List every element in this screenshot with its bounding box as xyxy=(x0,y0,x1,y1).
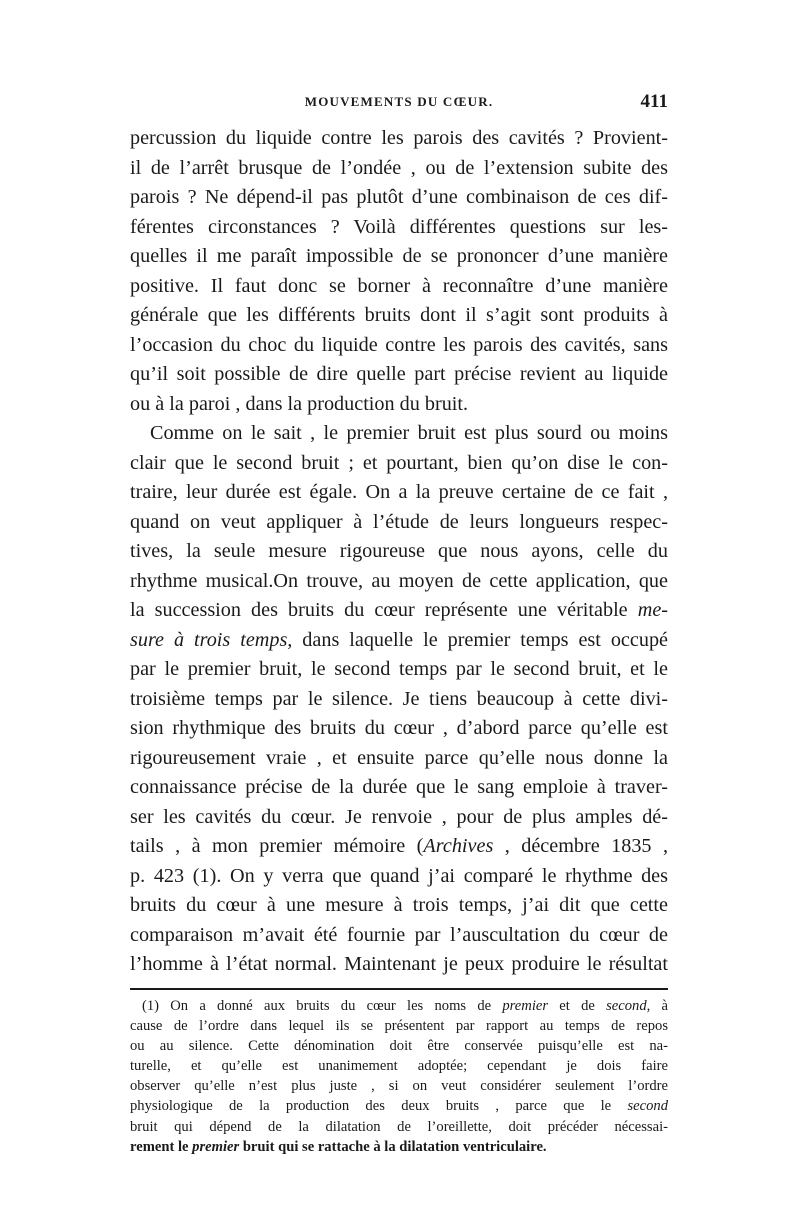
italic-fragment: second xyxy=(606,997,647,1014)
text-fragment: bruit qui se rattache à la dilatation ventriculaire. xyxy=(239,1138,547,1155)
text-line: ser les cavités du cœur. Je renvoie , pour de plus amples dé- xyxy=(130,805,668,828)
text-line: qu’il soit possible de dire quelle part précise revient au liquide xyxy=(130,363,668,385)
text-line: férentes circonstances ? Voilà différentes questions sur les- xyxy=(130,215,668,238)
text-line: comparaison m’avait été fournie par l’auscultation du cœur de xyxy=(130,923,668,946)
text-fragment: (1) On a donné aux bruits du cœur les noms de xyxy=(142,997,503,1014)
text-line: il de l’arrêt brusque de l’ondée , ou de l’extension subite des xyxy=(130,156,668,179)
text-fragment: la succession des bruits du cœur représente une véritable xyxy=(130,599,628,621)
text-fragment: dans laquelle le premier temps est occupé xyxy=(292,628,669,651)
text-line: l’occasion du choc du liquide contre les parois des cavités, sans xyxy=(130,333,668,356)
text-line: percussion du liquide contre les parois des cavités ? Provient- xyxy=(130,127,668,149)
text-line xyxy=(130,832,668,862)
text-line: parois ? Ne dépend-il pas plutôt d’une combinaison de ces dif- xyxy=(130,186,668,208)
text-line: par le premier bruit, le second temps par le second bruit, et le xyxy=(130,658,668,680)
footnote-line: bruit qui dépend de la dilatation de l’oreillette, doit précéder nécessai- xyxy=(130,1118,668,1135)
text-line: bruits du cœur à une mesure à trois temps, j’ai dit que cette xyxy=(130,894,668,916)
text-line: ou à la paroi , dans la production du bruit. xyxy=(130,392,469,415)
text-line: quelles il me paraît impossible de se prononcer d’une manière xyxy=(130,245,668,267)
book-page xyxy=(130,91,669,1157)
italic-fragment: Archives xyxy=(423,835,494,857)
footnote-line xyxy=(130,1137,668,1157)
text-line: rigoureusement vraie , et ensuite parce qu’elle nous donne la xyxy=(130,746,668,769)
text-fragment: rement le xyxy=(130,1138,193,1155)
footnote-divider xyxy=(130,988,668,990)
text-line: p. 423 (1). On y verra que quand j’ai comparé le rhythme des xyxy=(130,864,668,887)
italic-fragment: premier xyxy=(502,997,549,1014)
footnote-line: ou au silence. Cette dénomination doit être conservée puisqu’elle est na- xyxy=(130,1037,668,1054)
footnote-line: cause de l’ordre dans lequel ils se présentent par rapport au temps de repos xyxy=(130,1017,668,1034)
text-line xyxy=(130,626,668,656)
text-line: clair que le second bruit ; et pourtant, bien qu’on dise le con- xyxy=(130,451,668,474)
footnote-line: turelle, et qu’elle est unanimement adoptée; cependant je dois faire xyxy=(130,1058,668,1075)
body-text xyxy=(130,124,668,980)
text-line xyxy=(130,596,668,626)
paragraph-start-line: Comme on le sait , le premier bruit est plus sourd ou moins xyxy=(150,422,668,444)
italic-fragment: premier xyxy=(192,1138,240,1155)
italic-fragment: sure à trois temps, xyxy=(130,628,293,651)
text-line: quand on veut appliquer à l’étude de leurs longueurs respec- xyxy=(130,510,668,533)
text-line: connaissance précise de la durée que le sang emploie à traver- xyxy=(130,776,668,798)
running-title: MOUVEMENTS DU CŒUR. xyxy=(304,94,494,109)
text-line: l’homme à l’état normal. Maintenant je peux produire le résultat xyxy=(130,953,668,975)
text-fragment: physiologique de la production des deux bruits , parce que le xyxy=(130,1098,628,1115)
text-line: troisième temps par le silence. Je tiens beaucoup à cette divi- xyxy=(130,687,668,710)
text-line: tives, la seule mesure rigoureuse que nous ayons, celle du xyxy=(130,540,668,562)
text-line: générale que les différents bruits dont il s’agit sont produits à xyxy=(130,304,668,326)
footnote-line xyxy=(130,1096,668,1116)
page-number: 411 xyxy=(640,91,668,112)
text-line: traire, leur durée est égale. On a la preuve certaine de ce fait , xyxy=(130,481,668,503)
running-head xyxy=(130,91,668,124)
text-fragment: , décembre 1835 , xyxy=(493,835,668,857)
footnote-line: observer qu’elle n’est plus juste , si on veut considérer seulement l’ordre xyxy=(130,1078,668,1095)
text-line: rhythme musical.On trouve, au moyen de cette application, que xyxy=(130,569,668,592)
italic-fragment: me- xyxy=(637,599,668,621)
italic-fragment: second xyxy=(627,1098,668,1115)
text-line: positive. Il faut donc se borner à reconnaître d’une manière xyxy=(130,274,668,297)
footnote xyxy=(130,996,668,1158)
text-fragment: , à xyxy=(646,997,668,1014)
text-fragment: tails , à mon premier mémoire ( xyxy=(130,835,424,857)
text-fragment: et de xyxy=(548,997,607,1014)
footnote-line xyxy=(130,996,668,1016)
text-line: sion rhythmique des bruits du cœur , d’abord parce qu’elle est xyxy=(130,717,668,739)
